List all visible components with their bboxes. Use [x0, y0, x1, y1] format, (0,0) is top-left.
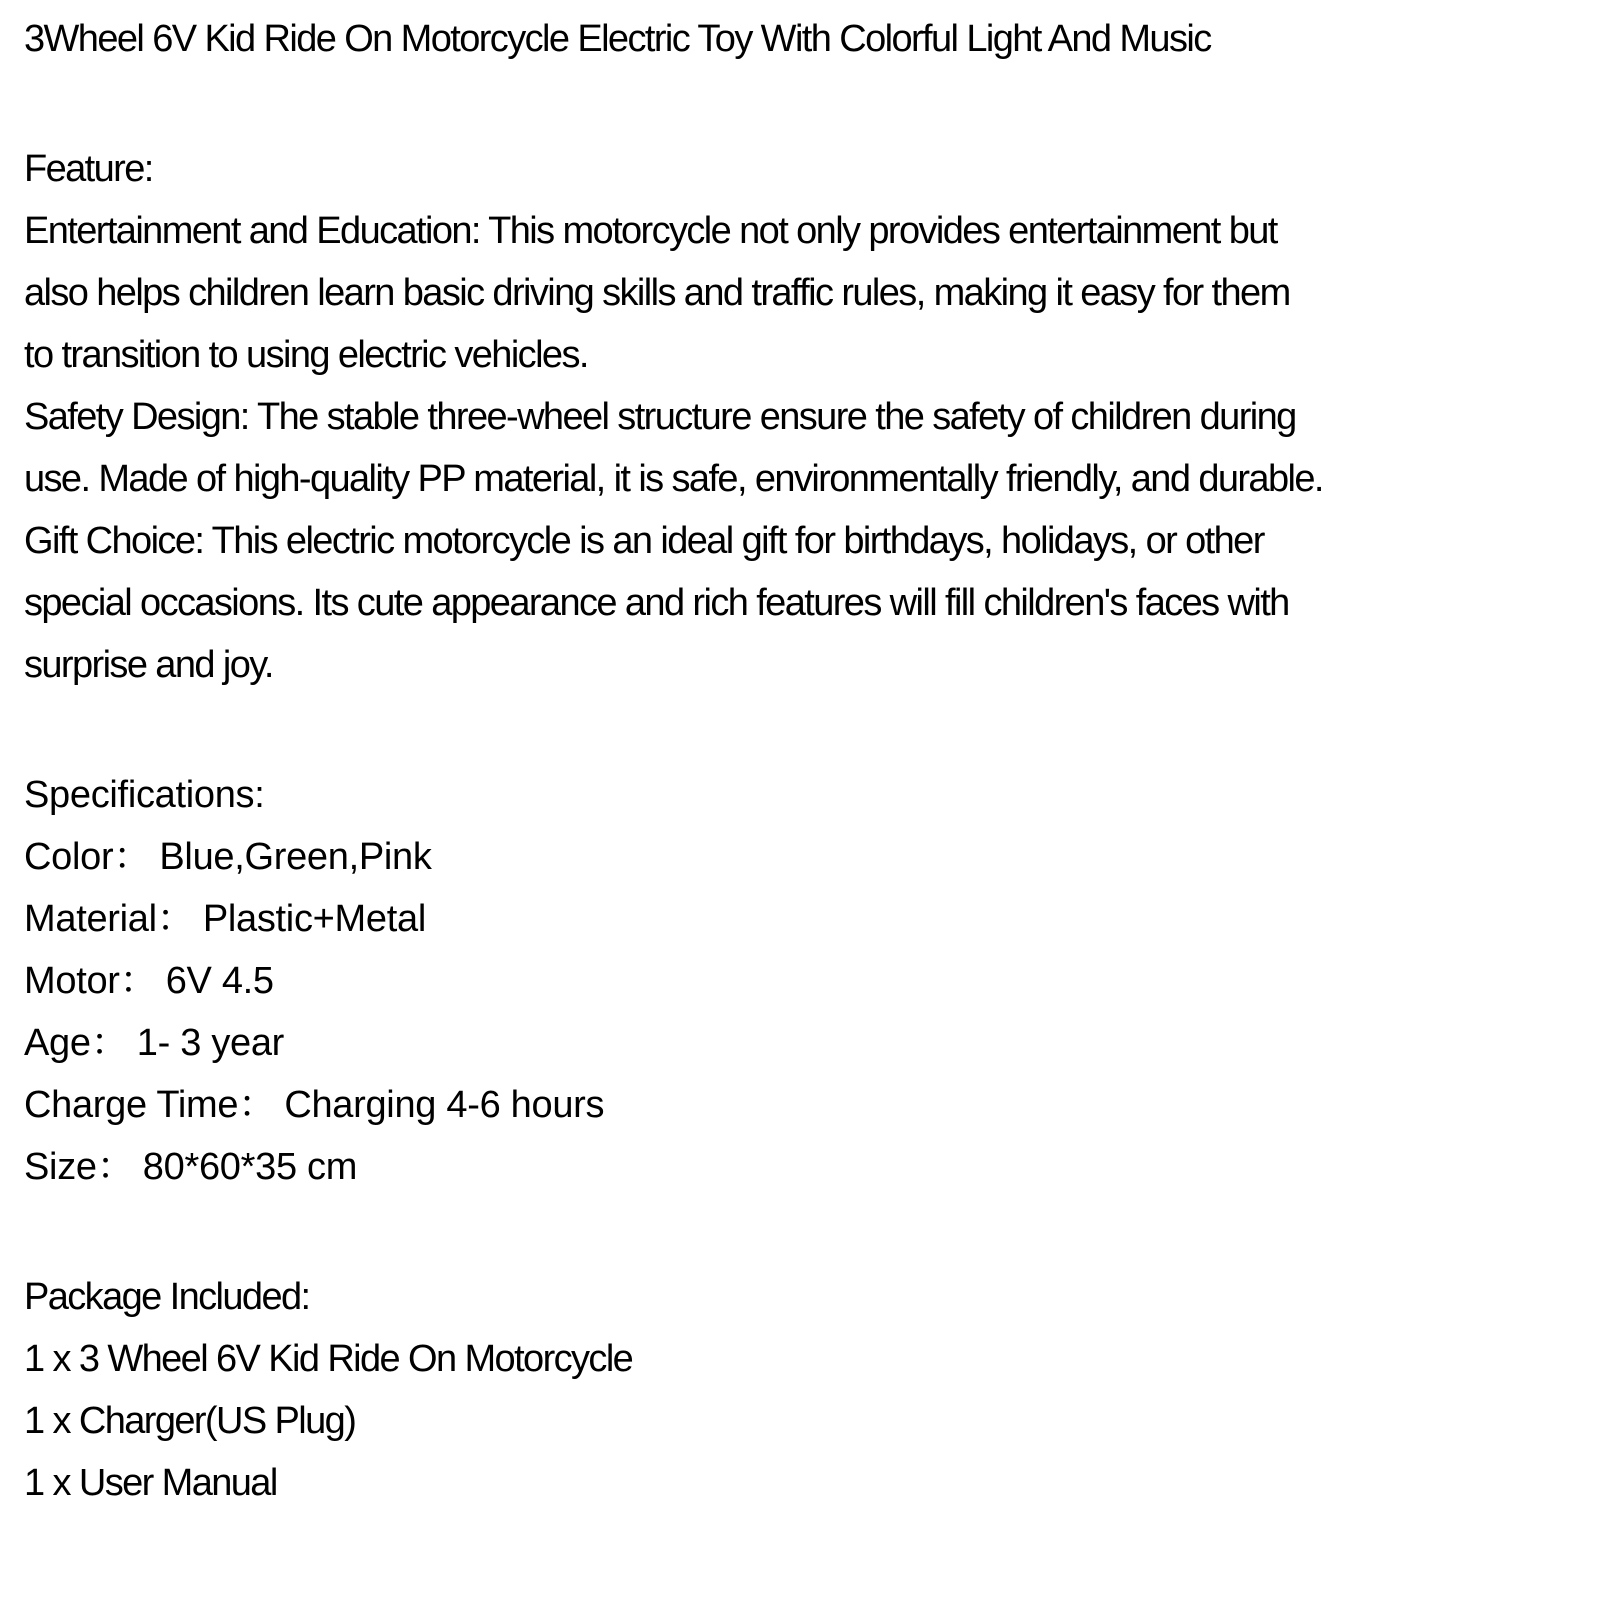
spec-row	[24, 1012, 1590, 1074]
spec-label: Color	[24, 836, 114, 878]
blank-line	[24, 696, 1590, 764]
package-item-line: 1 x Charger(US Plug)	[24, 1400, 356, 1442]
spec-value: 6V 4.5	[165, 960, 274, 1002]
feature-text-line: to transition to using electric vehicles.	[24, 334, 588, 376]
feature-text-line: special occasions. Its cute appearance and rich features will fill children's faces with	[24, 582, 1289, 624]
blank-line	[24, 1198, 1590, 1266]
package-item-line: 1 x 3 Wheel 6V Kid Ride On Motorcycle	[24, 1338, 633, 1380]
spec-separator: ：	[96, 1146, 135, 1188]
package-item-line: 1 x User Manual	[24, 1462, 277, 1504]
spec-separator: ：	[113, 836, 152, 878]
product-title: 3Wheel 6V Kid Ride On Motorcycle Electric Toy With Colorful Light And Music	[24, 18, 1211, 60]
feature-text-line: Safety Design: The stable three-wheel structure ensure the safety of children during	[24, 396, 1296, 438]
spec-label: Size	[24, 1146, 97, 1188]
spec-row	[24, 826, 1590, 888]
blank-line	[24, 70, 1590, 138]
spec-value: 80*60*35 cm	[142, 1146, 358, 1188]
spec-value: Charging 4-6 hours	[284, 1084, 605, 1126]
spec-value: Blue,Green,Pink	[159, 836, 432, 878]
spec-row	[24, 1136, 1590, 1198]
spec-row	[24, 1074, 1590, 1136]
spec-separator: ：	[119, 960, 158, 1002]
feature-text-line: Gift Choice: This electric motorcycle is an ideal gift for birthdays, holidays, or other	[24, 520, 1264, 562]
feature-text-line: use. Made of high-quality PP material, it is safe, environmentally friendly, and durable.	[24, 458, 1323, 500]
spec-row	[24, 888, 1590, 950]
feature-text-line: surprise and joy.	[24, 644, 273, 686]
spec-value: 1- 3 year	[136, 1022, 285, 1064]
feature-text-line: Entertainment and Education: This motorcycle not only provides entertainment but	[24, 210, 1277, 252]
spec-label: Age	[24, 1022, 91, 1064]
spec-row	[24, 950, 1590, 1012]
spec-value: Plastic+Metal	[202, 898, 426, 940]
spec-separator: ：	[90, 1022, 129, 1064]
feature-heading: Feature:	[24, 148, 153, 190]
package-heading: Package Included:	[24, 1276, 310, 1318]
spec-label: Motor	[24, 960, 120, 1002]
specifications-heading: Specifications:	[24, 774, 265, 816]
spec-label: Material	[24, 898, 157, 940]
spec-separator: ：	[156, 898, 195, 940]
feature-text-line: also helps children learn basic driving skills and traffic rules, making it easy for them	[24, 272, 1290, 314]
spec-label: Charge Time	[24, 1084, 239, 1126]
spec-separator: ：	[238, 1084, 276, 1126]
